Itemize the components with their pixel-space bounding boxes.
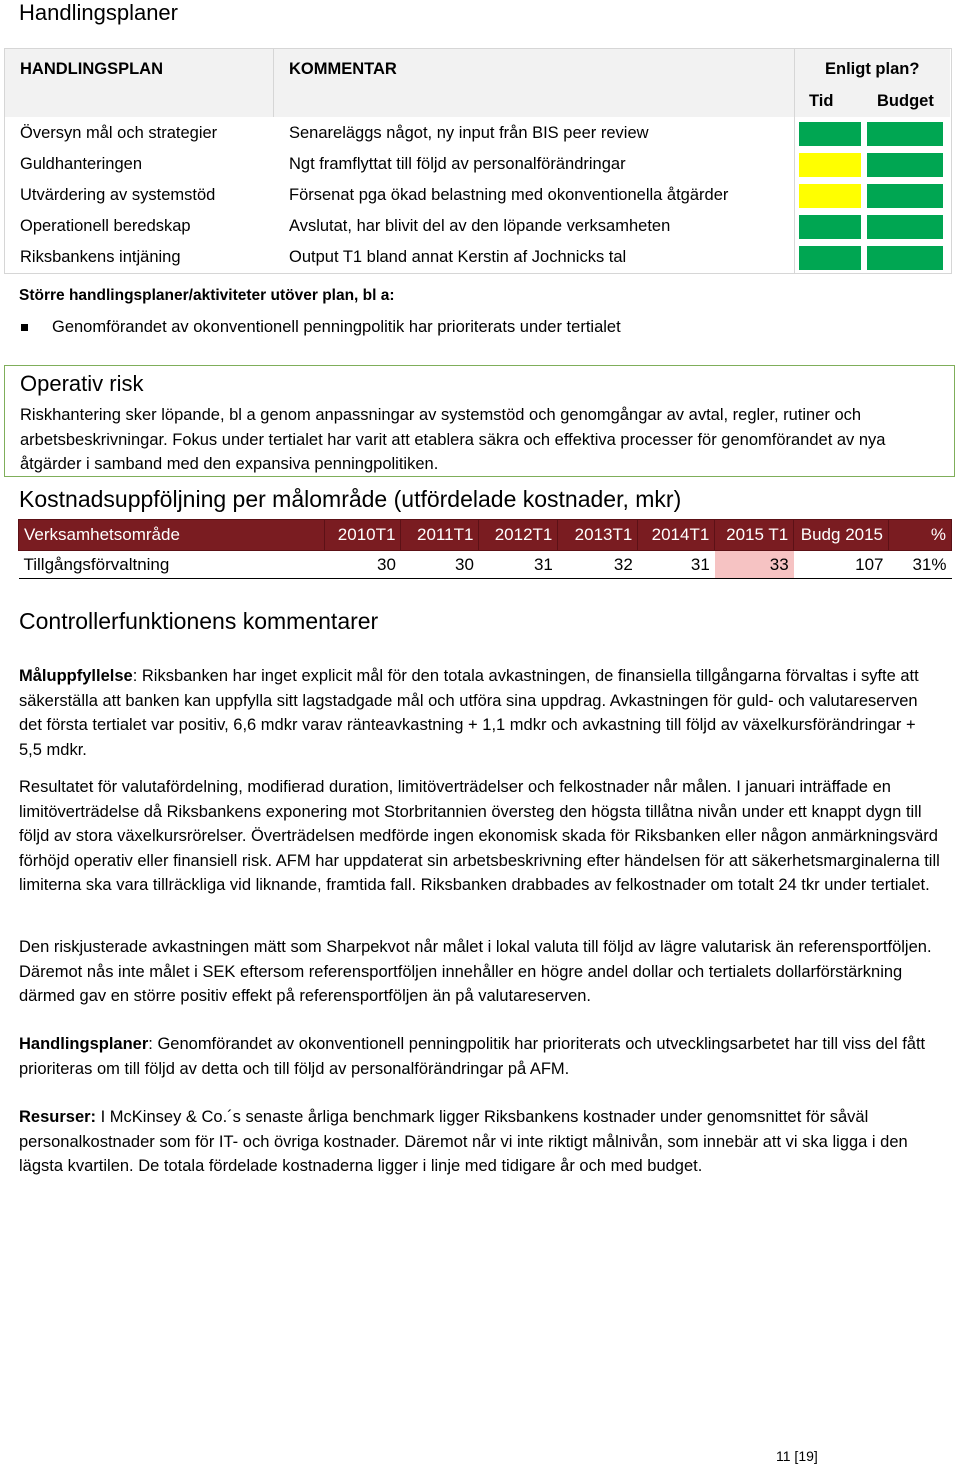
action-plan-comment: Avslutat, har blivit del av den löpande verksamheten [289, 217, 671, 235]
time-status-indicator [799, 153, 861, 177]
action-plan-comment: Senareläggs något, ny input från BIS peer review [289, 124, 649, 142]
header-according-to-plan: Enligt plan? [825, 60, 920, 78]
controller-paragraph-goal [19, 664, 941, 762]
resources-label: Resurser: [19, 1108, 97, 1126]
cost-cell: 30 [401, 551, 479, 579]
page-number: 11 [19] [776, 1448, 818, 1464]
action-plan-table [4, 48, 952, 274]
action-plan-area: Översyn mål och strategier [20, 124, 218, 142]
operational-risk-title: Operativ risk [20, 371, 144, 396]
actions-label: Handlingsplaner [19, 1035, 149, 1053]
budget-status-indicator [867, 215, 943, 239]
cost-table [18, 519, 952, 579]
cost-cell: 31 [479, 551, 558, 579]
action-plan-area: Utvärdering av systemstöd [20, 186, 216, 204]
action-plan-row [5, 245, 950, 276]
header-time: Tid [809, 92, 834, 110]
cost-header-cell: Budg 2015 [794, 520, 889, 551]
action-plan-row [5, 183, 950, 214]
action-plan-row [5, 121, 950, 152]
time-status-indicator [799, 215, 861, 239]
action-plan-area: Riksbankens intjäning [20, 248, 181, 266]
budget-status-indicator [867, 153, 943, 177]
budget-status-indicator [867, 184, 943, 208]
cost-header-cell: 2011T1 [401, 520, 479, 551]
cost-cell: 31 [638, 551, 715, 579]
cost-header-cell: 2014T1 [638, 520, 715, 551]
cost-header-cell: 2013T1 [558, 520, 638, 551]
cost-cell: 32 [558, 551, 638, 579]
budget-status-indicator [867, 122, 943, 146]
cost-table-header-row [19, 520, 952, 551]
cost-followup-title: Kostnadsuppföljning per målområde (utfördelade kostnader, mkr) [19, 486, 682, 512]
larger-plans-heading: Större handlingsplaner/aktiviteter utöver plan, bl a: [19, 287, 395, 304]
header-comment: KOMMENTAR [289, 60, 397, 78]
budget-status-indicator [867, 246, 943, 270]
controller-paragraph-sharpe: Den riskjusterade avkastningen mätt som Sharpekvot når målet i lokal valuta till följd av lägre valutarisk än referensportföljen. Däremot nås inte målet i SEK eftersom referensportföljen innehåller en högre andel dollar och tertialets dollarförstärkning därmed gav en större positiv effekt på referensportföljen än på valutareserven. [19, 938, 932, 1005]
bullet-square-icon [21, 324, 28, 331]
cost-cell: 31% [889, 551, 952, 579]
action-plan-area: Guldhanteringen [20, 155, 143, 173]
cost-cell: Tillgångsförvaltning [19, 551, 325, 579]
cost-header-cell: 2010T1 [324, 520, 401, 551]
larger-plans-bullet: Genomförandet av okonventionell penningpolitik har prioriterats under tertialet [52, 318, 621, 336]
operational-risk-box [4, 365, 955, 477]
time-status-indicator [799, 184, 861, 208]
controller-paragraph-resources [19, 1105, 941, 1179]
operational-risk-body: Riskhantering sker löpande, bl a genom anpassningar av systemstöd och genomgångar av avtal, regler, rutiner och arbetsbeskrivningar. Fokus under tertialet har varit att etablera säkra och effektiva processer för genomförandet av nya åtgärder i samband med den expansiva penningpolitiken. [20, 406, 886, 473]
cost-header-cell: 2012T1 [479, 520, 558, 551]
cost-header-cell: % [889, 520, 952, 551]
action-plan-row [5, 152, 950, 183]
header-plan: HANDLINGSPLAN [20, 60, 163, 78]
cost-header-cell: 2015 T1 [715, 520, 794, 551]
resources-text: I McKinsey & Co.´s senaste årliga benchmark ligger Riksbankens kostnader under genomsnittet för såväl personalkostnader som för IT- och övriga kostnader. Däremot når vi inte riktigt målnivån, som innebär att vi ska ligga i den lägsta kvartilen. De totala fördelade kostnaderna ligger i linje med tidigare år och med budget. [19, 1108, 908, 1175]
action-plan-comment: Ngt framflyttat till följd av personalförändringar [289, 155, 626, 173]
cost-header-cell: Verksamhetsområde [19, 520, 325, 551]
actions-text: : Genomförandet av okonventionell penningpolitik har prioriterats och utvecklingsarbetet har till viss del fått prioriteras om till följd av detta och till följd av personalförändringar på AFM. [19, 1035, 926, 1078]
header-budget: Budget [877, 92, 934, 110]
time-status-indicator [799, 246, 861, 270]
goal-text: : Riksbanken har inget explicit mål för den totala avkastningen, de finansiella tillgångarna förvaltas i syfte att säkerställa att banken kan uppfylla sitt lagstadgade mål och utföra sina uppdrag. Avkastningen för guld- och valutareserven det första tertialet var positiv, 6,6 mdkr varav ränteavkastning + 1,1 mdkr och avkastning till följd av växelkursförändringar + 5,5 mdkr. [19, 667, 919, 759]
action-plan-area: Operationell beredskap [20, 217, 191, 235]
page-title: Handlingsplaner [19, 0, 178, 25]
cost-cell: 30 [324, 551, 401, 579]
action-plan-comment: Försenat pga ökad belastning med okonventionella åtgärder [289, 186, 729, 204]
table-row [19, 551, 952, 579]
cost-cell: 107 [794, 551, 889, 579]
action-plan-row [5, 214, 950, 245]
action-plan-comment: Output T1 bland annat Kerstin af Jochnicks tal [289, 248, 627, 266]
time-status-indicator [799, 122, 861, 146]
controller-title: Controllerfunktionens kommentarer [19, 608, 379, 634]
controller-paragraph-actions [19, 1032, 941, 1081]
goal-label: Måluppfyllelse [19, 667, 133, 685]
cost-cell-highlighted: 33 [715, 551, 794, 579]
controller-paragraph-results: Resultatet för valutafördelning, modifierad duration, limitöverträdelser och felkostnader når målen. I januari inträffade en limitöverträdelse då Riksbankens exponering mot Storbritannien översteg den högsta tillåtna nivån under ett knappt dygn till följd av stora växelkursrörelser. Överträdelsen medförde ingen ekonomisk skada för Riksbanken eller någon anmärkningsvärd förhöjd operativ eller finansiell risk. AFM har uppdaterat sin arbetsbeskrivning efter händelsen för att säkerhetsmarginalerna till limiterna ska vara tillräckliga vid liknande, framtida fall. Riksbanken drabbades av felkostnader om totalt 24 tkr under tertialet. [19, 778, 940, 894]
